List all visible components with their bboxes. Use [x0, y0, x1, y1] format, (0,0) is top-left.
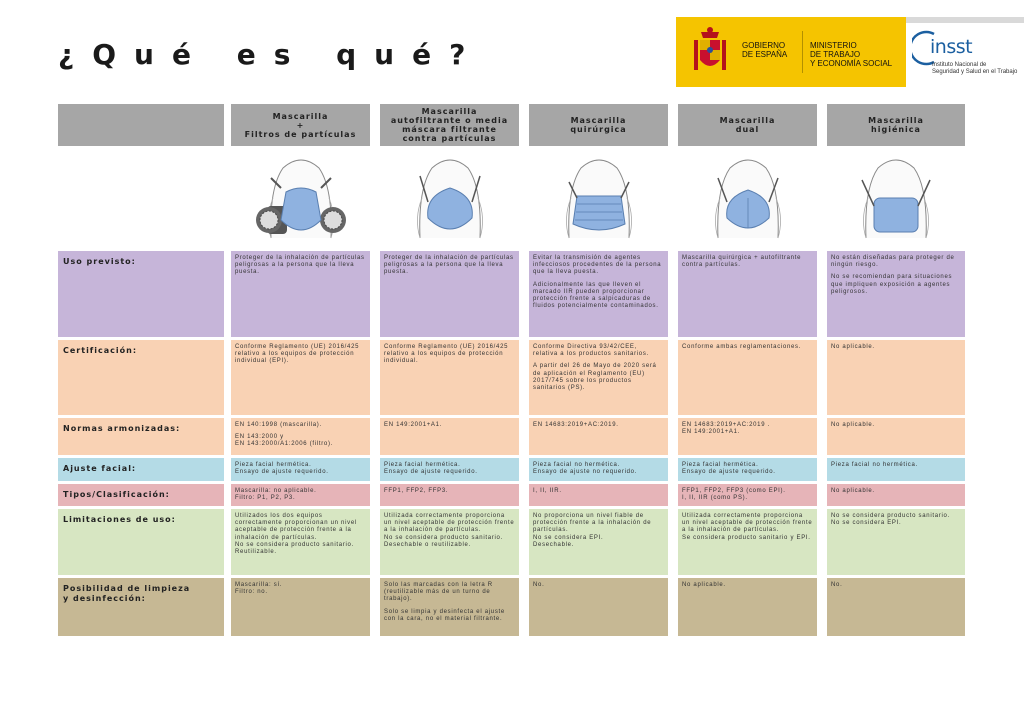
cell-paragraph: A partir del 26 de Mayo de 2020 será de aplicación el Reglamento (EU) 2017/745 sobre los productos sanitarios (PS). [533, 363, 657, 392]
cell-certificacion-2 [380, 340, 519, 415]
cell-tipos-clasificacion-1 [231, 484, 370, 506]
cell-paragraph: Pieza facial hermética. Ensayo de ajuste requerido. [682, 462, 776, 476]
hygienic-mask-icon [827, 149, 965, 247]
column-header-3: Mascarilla quirúrgica [529, 104, 668, 146]
ministry-name: MINISTERIO DE TRABAJO Y ECONOMÍA SOCIAL [810, 41, 893, 68]
cell-limitaciones-de-uso-5 [827, 509, 965, 575]
cell-ajuste-facial-2 [380, 458, 519, 481]
cell-paragraph: No aplicable. [831, 344, 875, 350]
mask-illustration-2 [380, 149, 519, 247]
insst-description: Instituto Nacional de Seguridad y Salud en el Trabajo [932, 62, 1018, 75]
cell-paragraph: Mascarilla: sí. Filtro: no. [235, 582, 283, 596]
dual-mask-icon [678, 149, 817, 247]
cell-paragraph: Conforme Reglamento (UE) 2016/425 relativo a los equipos de protección individual (EPI). [235, 344, 360, 365]
row-label-tipos-clasificacion: Tipos/Clasificación: [58, 484, 224, 506]
respirator-filters-icon [231, 149, 370, 247]
cell-paragraph: No aplicable. [831, 488, 875, 494]
cell-paragraph: FFP1, FFP2, FFP3 (como EPI). I, II, IIR (como PS). [682, 488, 786, 502]
row-label-certificacion: Certificación: [58, 340, 224, 415]
cell-paragraph: Utilizada correctamente proporciona un nivel aceptable de protección frente a la inhalación de partículas. No se considera producto sanitario. Desechable o reutilizable. [384, 513, 515, 548]
cell-paragraph: Pieza facial no hermética. [831, 462, 918, 468]
cell-normas-armonizadas-1 [231, 418, 370, 455]
cell-paragraph: EN 143:2000 y EN 143:2000/A1:2006 (filtro). [235, 434, 334, 448]
cell-uso-previsto-2 [380, 251, 519, 337]
cell-paragraph: Conforme Directiva 93/42/CEE, relativa a los productos sanitarios. [533, 344, 649, 358]
cell-limpieza-desinfeccion-3 [529, 578, 668, 636]
cell-limpieza-desinfeccion-2 [380, 578, 519, 636]
cell-certificacion-1 [231, 340, 370, 415]
cell-paragraph: Mascarilla: no aplicable. Filtro: P1, P2, P3. [235, 488, 317, 502]
mask-illustration-4 [678, 149, 817, 247]
cell-limpieza-desinfeccion-1 [231, 578, 370, 636]
cell-paragraph: No. [533, 582, 545, 588]
row-label-limitaciones-de-uso: Limitaciones de uso: [58, 509, 224, 575]
mask-illustration-1 [231, 149, 370, 247]
cell-paragraph: No. [831, 582, 843, 588]
government-logo [676, 17, 906, 87]
cell-normas-armonizadas-2 [380, 418, 519, 455]
cell-paragraph: EN 14683:2019+AC:2019. [533, 422, 619, 428]
cell-ajuste-facial-5 [827, 458, 965, 481]
cell-tipos-clasificacion-5 [827, 484, 965, 506]
row-label-normas-armonizadas: Normas armonizadas: [58, 418, 224, 455]
cell-paragraph: No proporciona un nivel fiable de protección frente a la inhalación de partículas. No se considera EPI. Desechable. [533, 513, 652, 548]
cell-paragraph: Conforme Reglamento (UE) 2016/425 relativo a los equipos de protección individual. [384, 344, 509, 365]
cell-paragraph: I, II, IIR. [533, 488, 562, 494]
cell-paragraph: No se recomiendan para situaciones que impliquen exposición a agentes peligrosos. [831, 274, 953, 295]
row-label-ajuste-facial: Ajuste facial: [58, 458, 224, 481]
cell-paragraph: No se considera producto sanitario. No se considera EPI. [831, 513, 950, 527]
column-header-2: Mascarilla autofiltrante o media máscara filtrante contra partículas [380, 104, 519, 146]
cell-paragraph: Solo se limpia y desinfecta el ajuste con la cara, no el material filtrante. [384, 608, 505, 622]
cell-normas-armonizadas-5 [827, 418, 965, 455]
cell-certificacion-3 [529, 340, 668, 415]
cell-uso-previsto-1 [231, 251, 370, 337]
logo-divider [802, 31, 803, 73]
cell-normas-armonizadas-3 [529, 418, 668, 455]
cell-tipos-clasificacion-2 [380, 484, 519, 506]
cell-paragraph: No están diseñadas para proteger de ningún riesgo. [831, 255, 955, 269]
column-header-5: Mascarilla higiénica [827, 104, 965, 146]
cell-paragraph: EN 14683:2019+AC:2019 . EN 149:2001+A1. [682, 422, 770, 436]
page-title: ¿Qué es qué? [58, 38, 484, 71]
cell-paragraph: No aplicable. [831, 422, 875, 428]
cell-paragraph: Adicionalmente las que lleven el marcado IIR pueden proporcionar protección frente a salpicaduras de fluidos potencialmente contaminados. [533, 281, 659, 310]
cell-paragraph: Utilizados los dos equipos correctamente proporcionan un nivel aceptable de protección frente a la inhalación de partículas. No se considera producto sanitario. Reutilizable. [235, 513, 357, 556]
ffp-mask-icon [380, 149, 519, 247]
cell-ajuste-facial-3 [529, 458, 668, 481]
cell-paragraph: Evitar la transmisión de agentes infecciosos procedentes de la persona que la lleva puesta. [533, 255, 662, 276]
cell-limitaciones-de-uso-1 [231, 509, 370, 575]
cell-normas-armonizadas-4 [678, 418, 817, 455]
cell-tipos-clasificacion-4 [678, 484, 817, 506]
row-label-uso-previsto: Uso previsto: [58, 251, 224, 337]
header-strip [906, 17, 1024, 23]
cell-limitaciones-de-uso-4 [678, 509, 817, 575]
cell-paragraph: FFP1, FFP2, FFP3. [384, 488, 449, 494]
cell-limitaciones-de-uso-3 [529, 509, 668, 575]
cell-paragraph: Conforme ambas reglamentaciones. [682, 344, 802, 350]
row-label-limpieza-desinfeccion: Posibilidad de limpieza y desinfección: [58, 578, 224, 636]
cell-paragraph: Pieza facial hermética. Ensayo de ajuste requerido. [235, 462, 329, 476]
cell-paragraph: EN 140:1998 (mascarilla). [235, 422, 322, 428]
cell-limitaciones-de-uso-2 [380, 509, 519, 575]
government-name: GOBIERNO DE ESPAÑA [742, 41, 788, 59]
cell-limpieza-desinfeccion-5 [827, 578, 965, 636]
cell-ajuste-facial-1 [231, 458, 370, 481]
cell-paragraph: Pieza facial hermética. Ensayo de ajuste requerido. [384, 462, 478, 476]
cell-certificacion-4 [678, 340, 817, 415]
cell-paragraph: Proteger de la inhalación de partículas peligrosas a la persona que la lleva puesta. [384, 255, 514, 276]
cell-paragraph: No aplicable. [682, 582, 726, 588]
cell-paragraph: Proteger de la inhalación de partículas peligrosas a la persona que la lleva puesta. [235, 255, 365, 276]
header-corner [58, 104, 224, 146]
cell-paragraph: Pieza facial no hermética. Ensayo de ajuste no requerido. [533, 462, 638, 476]
cell-certificacion-5 [827, 340, 965, 415]
coat-of-arms-icon [692, 26, 728, 78]
cell-paragraph: EN 149:2001+A1. [384, 422, 443, 428]
cell-uso-previsto-5 [827, 251, 965, 337]
mask-illustration-5 [827, 149, 965, 247]
cell-paragraph: Mascarilla quirúrgica + autofiltrante contra partículas. [682, 255, 802, 269]
cell-uso-previsto-4 [678, 251, 817, 337]
cell-limpieza-desinfeccion-4 [678, 578, 817, 636]
cell-uso-previsto-3 [529, 251, 668, 337]
insst-logo [912, 28, 1022, 88]
column-header-4: Mascarilla dual [678, 104, 817, 146]
cell-paragraph: Utilizada correctamente proporciona un nivel aceptable de protección frente a la inhalación de partículas. Se considera producto sanitario y EPI. [682, 513, 813, 541]
mask-illustration-3 [529, 149, 668, 247]
surgical-mask-icon [529, 149, 668, 247]
column-header-1: Mascarilla + Filtros de partículas [231, 104, 370, 146]
cell-tipos-clasificacion-3 [529, 484, 668, 506]
cell-paragraph: Solo las marcadas con la letra R (reutilizable más de un turno de trabajo). [384, 582, 493, 603]
insst-wordmark: insst [930, 36, 973, 58]
cell-ajuste-facial-4 [678, 458, 817, 481]
